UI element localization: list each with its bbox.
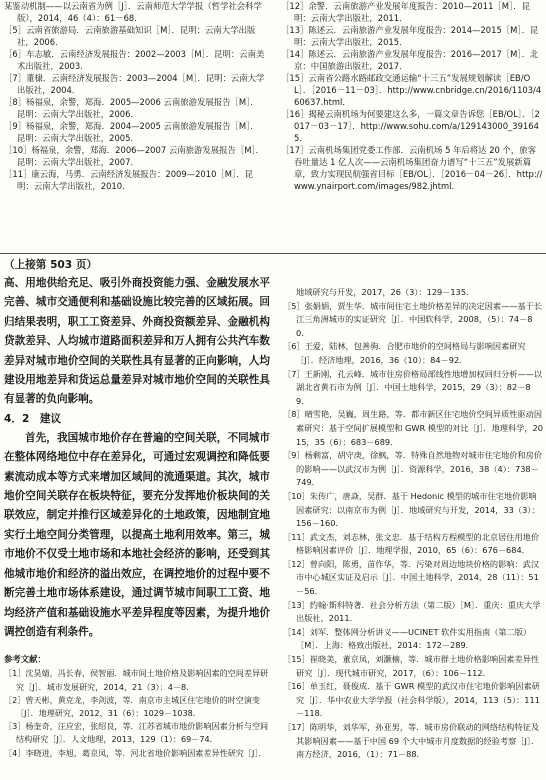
reference-item: ［7］王新刚，孔云峰．城市住房价格局部线性地增加权回归分析——以湖北省黄石市为例［J］．中国土地科学，2015，29（3）：82－89． <box>283 368 543 406</box>
reference-item: ［13］陈述云．云南旅游产业发展年度报告：2014—2015［M］．昆明：云南大学出版社，2015． <box>281 25 539 47</box>
conclusion-paragraph: 高、用地供给充足、吸引外商投资能力强、金融发展水平完善、城市交通便利和基础设施比较完善的区域拓展。回归结果表明，职工工资差异、外商投资额差异、金融机构贷款差异、人均城市道路面积差异和万人拥有公共汽车数差异对城市地价空间的关联性具有显著的正向影响，人均建设用地差异和货运总量差异对城市地价空间的关联性具有显著的负向影响。 <box>4 277 270 406</box>
reference-item: ［14］陈述云．云南旅游产业发展年度报告：2016—2017［M］．北京：中国旅游出版社，2017． <box>281 49 539 71</box>
reference-item: ［14］刘军．整体网分析讲义——UCINET 软件实用指南（第二版）［M］．上海：格致出版社，2014：172－289． <box>283 626 532 651</box>
reference-item: ［8］晴雪艳，吴巍，周生路，等．都市新区住宅地价空间异质性驱动因素研究：基于空间扩展模型和 GWR 模型的对比［J］．地理科学，2015，35（6）：683－689． <box>283 409 543 447</box>
reference-item: ［2］曾天彬，黄克龙，李剑波，等．南京市主城区住宅地价的时空演变［J］．地理研究，2012，31（6）：1029－1038． <box>4 694 261 718</box>
references-heading: 参考文献： <box>4 654 46 665</box>
left-body-column <box>4 258 270 760</box>
reference-item: ［5］张娟娟，贾生华．城市间住宅土地价格差异的决定因素——基于长江三角洲城市的实证研究［J］．中国软科学，2008，（5）：74－80． <box>283 300 543 338</box>
article-body <box>0 258 546 780</box>
reference-item: ［12］余警．云南旅游产业发展年度报告：2010—2011［M］．昆明：云南大学出版社，2011． <box>281 1 530 23</box>
right-reference-column <box>283 286 543 762</box>
reference-item: ［8］杨福泉，余警，郑海．2005—2006 云南旅游发展报告［M］．昆明：云南大学出版社，2006． <box>4 97 259 119</box>
reference-item: ［15］云南省公路水路邮政交通运输“十三五”发展规划解读［EB/OL］．［2016－11－03］．http://www.cnbridge.cn/2016/1103/460637.html． <box>281 73 542 107</box>
reference-item: ［1］沈昊婧，冯长春，侯智丽．城市间土地价格及影响因素的空间差异研究［J］．城市发展研究，2014，21（3）：4－8． <box>4 668 269 692</box>
reference-item: ［11］康云海，马勇．云南经济发展报告：2009—2010［M］．昆明：云南大学出版社，2010． <box>4 169 253 191</box>
reference-item: ［9］杨剩富，胡守庚，徐枫，等．特殊自然地物对城市住宅地价和房价的影响——以武汉市为例［J］．资源科学，2016，38（4）：738－749． <box>283 450 543 488</box>
reference-item: ［9］杨福泉，余警，郑海．2004—2005 云南旅游发展报告［M］．昆明：云南大学出版社，2005． <box>4 121 259 143</box>
reference-item: ［13］约翰·斯科特著．社会分析方法（第二版）［M］．重庆：重庆大学出版社，2011． <box>283 599 541 624</box>
reference-item: ［6］车志敏．云南经济发展报告：2002—2003［M］．昆明：云南美术出版社，2003． <box>4 49 265 71</box>
reference-item: ［7］董棣．云南经济发展报告：2003—2004［M］．昆明：云南大学出版社，2004． <box>4 73 265 95</box>
reference-continuation: 地域研究与开发，2017，26（3）：129－135． <box>296 287 475 297</box>
reference-item: ［5］云南省旅游局．云南旅游基础知识［M］．昆明：云南大学出版社，2006． <box>4 25 256 47</box>
top-references-block <box>0 0 546 250</box>
reference-item: ［10］杨福泉，余警，郑海．2006—2007 云南旅游发展报告［M］．昆明：云南大学出版社，2007． <box>4 145 264 167</box>
reference-item: ［16］单玉红，聂俊成．基于 GWR 模型的武汉市住宅地价影响因素研究［J］．华中农业大学学报（社会科学版），2014，113（5）：111－118． <box>283 681 540 719</box>
reference-item: ［3］杨奎奇，汪应宏，张绍良，等．江苏省城市地价影响因素分析与空间结构研究［J］．人文地理，2013，129（1）：69－74． <box>4 721 269 745</box>
reference-item: ［16］揭秘云南机场为何要建这么多，一篇文章告诉您［EB/OL］．［2017－03－17］．http://www.sohu.com/a/129143000_391645． <box>281 109 540 143</box>
reference-item: ［6］王爱，陆林，包善驹．合肥市地价的空间格局与影响因素研究［J］．经济地理，2016，36（10）：84－92． <box>283 341 526 365</box>
reference-item: ［17］云南机场集团党委工作部．云南机场 5 年后将达 20 个，旅客吞吐量达 1 亿人次——云南机场集团奋力谱写“十三五”发展新篇章，致力实现民航强省目标［EB/OL］．［2016－04－26］．http://www.ynairport.com/images/982.jhtml． <box>281 145 543 191</box>
reference-item: ［15］崔晓美，董京凤，刘灏楠，等．城市群土地价格影响因素差异性研究［J］．现代城市研究，2017，（6）：106－112． <box>283 654 540 678</box>
reference-item: ［11］武文杰，刘志林，张文忠．基于结构方程模型的北京居住用地价格影响因素评价［J］．地理学报，2010，65（6）：676－684． <box>283 531 540 556</box>
top-right-reference-column <box>281 0 543 192</box>
reference-item: ［4］李晓进，李旭，葛京凤，等．河北省地价影响因素差异性研究［J］． <box>4 747 267 758</box>
section-heading: 4．2 建议 <box>4 412 62 425</box>
suggestion-paragraph: 首先，我国城市地价存在普遍的空间关联，不同城市在整体网络地位中存在差异化，可通过宏观调控和降低要素流动成本等方式来增加区域间的流通渠道。其次，城市地价空间关联存在板块特征，要充分发挥地价板块间的关联效应，制定并推行区域差异化的土地政策，因地制宜地实行土地空间分类管理，以提高土地利用效率。第三，城市地价不仅受土地市场和本地社会经济的影响，还受到其他城市地价和经济的溢出效应，在调控地价的过程中要不断完善土地市场体系建设，通过调节城市间职工工资、地均经济产值和基础设施水平差异程度等因素，为提升地价调控创造有利条件。 <box>4 431 270 638</box>
reference-item: 某鉴动机制——以云南省为例［J］．云南师范大学学报（哲学社会科学版），2014，46（4）：61－68． <box>4 1 262 23</box>
reference-item: ［10］朱传广，唐焱，吴群．基于 Hedonic 模型的城市住宅地价影响因素研究：以南京市为例［J］．地域研究与开发，2014，33（3）：156－160． <box>283 490 540 529</box>
top-left-reference-column <box>4 0 266 192</box>
article-divider <box>0 253 546 254</box>
continuation-note: （上接第 503 页） <box>4 259 98 271</box>
reference-item: ［12］曾向阳，陈勇，苗作华，等．污染对周边地块价格的影响：武汉市中心城区实证及启示［J］．中国土地科学，2014，28（11）：51－56． <box>283 558 540 597</box>
reference-item: ［17］陈明华，刘华军，孙亚男，等．城市房价联动的网络结构特征及其影响因素——基于中国 69 个大中城市月度数据的经验考察［J］．南方经济，2016，（1）：71－88． <box>283 722 540 760</box>
